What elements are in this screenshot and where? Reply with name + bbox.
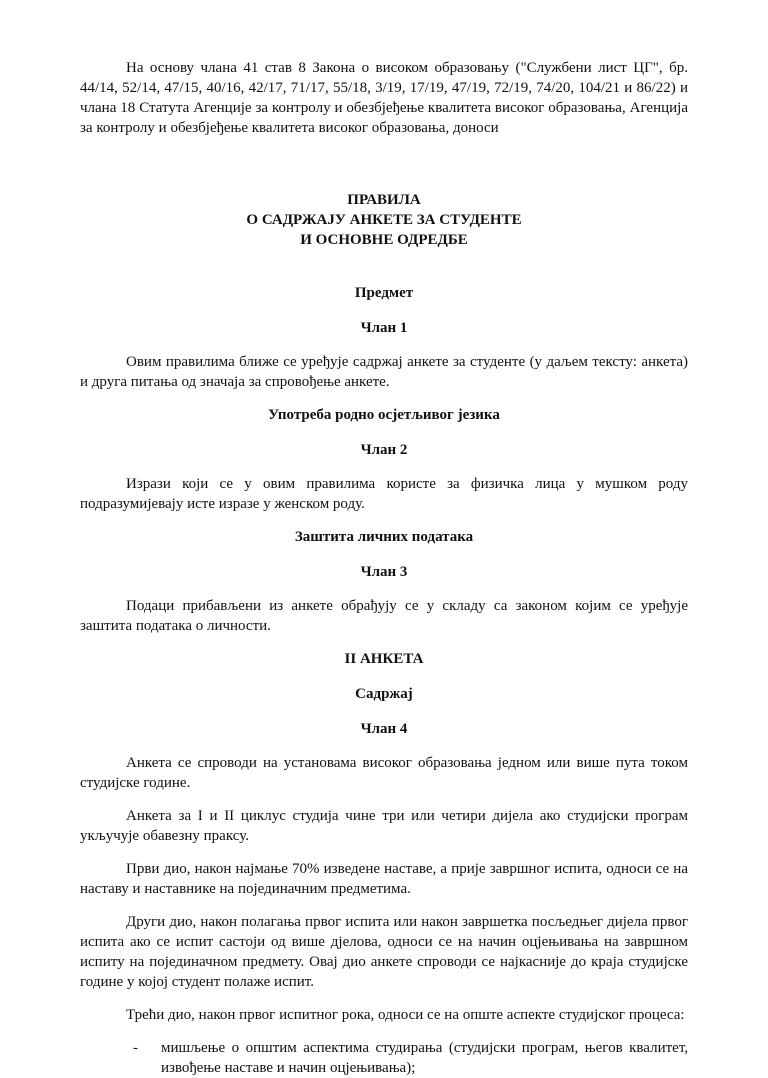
- document-title: [80, 190, 688, 250]
- bullet-list: [80, 1038, 688, 1078]
- section-subject-heading: Употреба родно осјетљивог језика: [268, 407, 500, 423]
- section-subject-heading: Заштита личних података: [294, 529, 474, 545]
- title-line-1: ПРАВИЛА: [347, 192, 421, 208]
- section-subject-heading: Предмет: [354, 285, 414, 301]
- article-heading: Члан 2: [360, 442, 408, 458]
- list-item-text: мишљење о општим аспектима студирања (студијски програм, његов квалитет, извођење наставе и начин оцјењивања);: [161, 1040, 688, 1076]
- list-item: [80, 1038, 688, 1078]
- article-paragraph: Анкета се спроводи на установама високог образовања једном или више пута током студијске године.: [80, 755, 688, 791]
- title-line-2: О САДРЖАЈУ АНКЕТЕ ЗА СТУДЕНТЕ: [246, 212, 522, 228]
- article-paragraph: Овим правилима ближе се уређује садржај анкете за студенте (у даљем тексту: анкета) и друга питања од значаја за спровођење анкете.: [80, 354, 688, 390]
- article-heading: Члан 1: [360, 320, 408, 336]
- article-paragraph: Подаци прибављени из анкете обрађују се у складу са законом којим се уређује заштита података о личности.: [80, 598, 688, 634]
- part-heading: II АНКЕТА: [344, 651, 424, 667]
- list-dash-marker: -: [133, 1040, 138, 1056]
- article-heading: Члан 4: [360, 721, 408, 737]
- article-paragraph: Изрази који се у овим правилима користе за физичка лица у мушком роду подразумијевају исте изразе у женском роду.: [80, 476, 688, 512]
- article-paragraph: Први дио, након најмање 70% изведене наставе, а прије завршног испита, односи се на наставу и наставнике на појединачним предметима.: [80, 861, 688, 897]
- article-heading: Члан 3: [360, 564, 408, 580]
- article-paragraph: Други дио, након полагања првог испита или након завршетка посљедњег дијела првог испита ако се испит састоји од више дјелова, односи се на начин оцјењивања на завршном испиту на појединачном предмету. Овај дио анкете спроводи се најкасније до краја студијске године у којој студент полаже испит.: [80, 914, 688, 990]
- article-paragraph: Анкета за I и II циклус студија чине три или четири дијела ако студијски програм укључује обавезну праксу.: [80, 808, 688, 844]
- preamble-paragraph: На основу члана 41 став 8 Закона о високом образовању ("Службени лист ЦГ", бр. 44/14, 52/14, 47/15, 40/16, 42/17, 71/17, 55/18, 3/19, 17/19, 47/19, 72/19, 74/20, 104/21 и 86/22) и члана 18 Статута Агенције за контролу и обезбјеђење квалитета високог образовања, Агенција за контролу и обезбјеђење квалитета високог образовања, доноси: [80, 60, 688, 136]
- section-subject-heading: Садржај: [355, 686, 413, 702]
- title-line-3: И ОСНОВНЕ ОДРЕДБЕ: [300, 232, 468, 248]
- article-paragraph: Трећи дио, након првог испитног рока, односи се на опште аспекте студијског процеса:: [126, 1007, 685, 1023]
